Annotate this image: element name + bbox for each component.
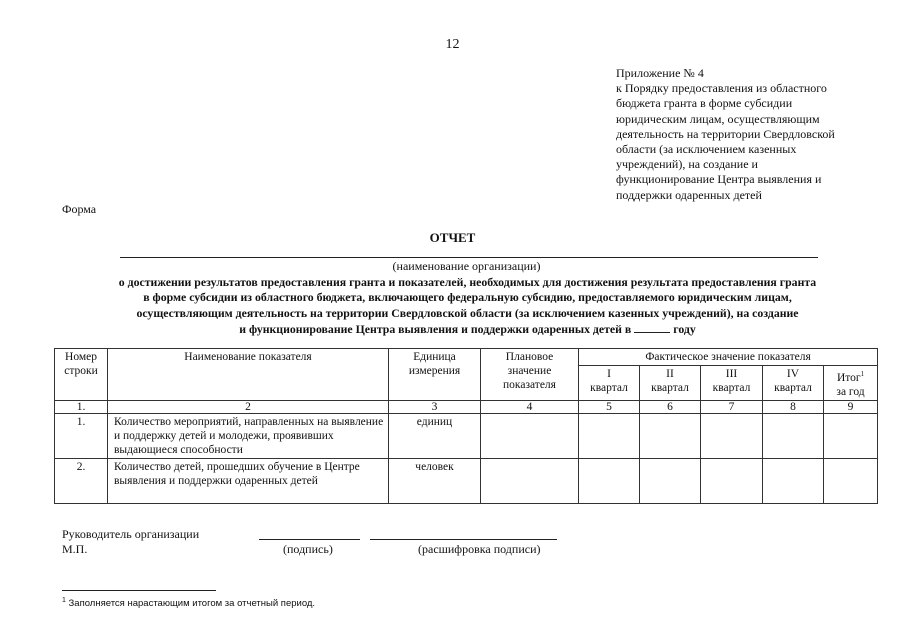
annex-line: области (за исключением казенных — [616, 142, 797, 157]
subtitle-line — [40, 321, 895, 337]
q4-value-cell[interactable] — [763, 413, 824, 458]
annex-line: юридическим лицам, осуществляющим — [616, 111, 820, 126]
footnote-separator — [62, 590, 216, 591]
column-number: 4 — [481, 400, 579, 413]
page-number: 12 — [445, 37, 460, 52]
table-header-row — [55, 349, 878, 366]
q4-value-cell[interactable] — [763, 458, 824, 503]
column-number: 8 — [763, 400, 824, 413]
footnote — [62, 597, 315, 609]
plan-value-cell[interactable] — [481, 413, 579, 458]
header-indicator-name: Наименование показателя — [108, 349, 389, 401]
subtitle-line: осуществляющим деятельность на территории Свердловской области (за исключением казенных учреждений), на создание — [136, 305, 799, 320]
quarter-word: квартал — [774, 382, 812, 394]
report-subtitle — [40, 275, 895, 337]
signature-line — [259, 539, 360, 540]
column-number: 5 — [579, 400, 640, 413]
signature-decoding-caption: (расшифровка подписи) — [418, 542, 541, 556]
quarter-word: квартал — [712, 382, 751, 394]
column-number: 2 — [108, 400, 389, 413]
header-actual-value: Фактическое значение показателя — [579, 349, 878, 366]
unit: единиц — [389, 413, 481, 458]
stamp-label: М.П. — [62, 542, 88, 556]
signature-caption: (подпись) — [283, 542, 333, 556]
column-number-row — [55, 400, 878, 413]
organization-caption: (наименование организации) — [392, 259, 541, 273]
total-label: Итог — [836, 371, 861, 384]
annex-line: функционирование Центра выявления и — [616, 172, 822, 187]
annex-line: к Порядку предоставления из областного — [616, 81, 827, 96]
q3-value-cell[interactable] — [701, 458, 763, 503]
annex-line: учреждений), на создание и — [616, 157, 758, 172]
year-blank — [634, 321, 670, 333]
annex-line: поддержки одаренных детей — [616, 187, 762, 202]
q2-value-cell[interactable] — [640, 413, 701, 458]
header-row-number: Номер строки — [55, 349, 108, 401]
subtitle-year-word: году — [673, 321, 696, 336]
subtitle-line: в форме субсидии из областного бюджета, включающего федеральную субсидию, предоставляемого юридическим лицам, — [143, 290, 792, 305]
signature-decoding-line — [370, 539, 557, 540]
quarter-numeral: II — [666, 368, 674, 380]
column-number: 9 — [824, 400, 878, 413]
report-table — [54, 348, 878, 504]
header-year-total — [824, 366, 878, 401]
subtitle-line: о достижении результатов предоставления гранта и показателей, необходимых для достижения результата предоставления гранта — [118, 275, 817, 289]
header-quarter-3 — [701, 366, 763, 401]
footnote-ref: 1 — [860, 370, 865, 378]
q3-value-cell[interactable] — [701, 413, 763, 458]
organization-name-line — [120, 257, 818, 258]
report-title: ОТЧЕТ — [429, 230, 476, 245]
annex-line: деятельность на территории Свердловской — [616, 126, 835, 141]
table-row — [55, 458, 878, 503]
unit: человек — [389, 458, 481, 503]
footnote-mark: 1 — [62, 597, 66, 604]
quarter-numeral: III — [725, 368, 738, 380]
indicator-name: Количество детей, прошедших обучение в Центре выявления и поддержки одаренных детей — [108, 458, 389, 503]
column-number: 3 — [389, 400, 481, 413]
header-unit: Единица измерения — [389, 349, 481, 401]
year-total-cell[interactable] — [824, 413, 878, 458]
year-total-cell[interactable] — [824, 458, 878, 503]
row-number: 1. — [55, 413, 108, 458]
table-row — [55, 413, 878, 458]
header-plan-value: Плановое значение показателя — [481, 349, 579, 401]
quarter-numeral: I — [607, 368, 611, 380]
column-number: 1. — [55, 400, 108, 413]
signature-labels — [62, 527, 199, 557]
header-quarter-2 — [640, 366, 701, 401]
header-quarter-4 — [763, 366, 824, 401]
annex-line: бюджета гранта в форме субсидии — [616, 96, 793, 111]
q1-value-cell[interactable] — [579, 458, 640, 503]
total-period: за год — [836, 385, 865, 398]
quarter-word: квартал — [590, 382, 628, 394]
plan-value-cell[interactable] — [481, 458, 579, 503]
column-number: 6 — [640, 400, 701, 413]
footnote-text: Заполняется нарастающим итогом за отчетный период. — [65, 598, 316, 610]
annex-block — [616, 66, 861, 203]
q1-value-cell[interactable] — [579, 413, 640, 458]
header-quarter-1 — [579, 366, 640, 401]
column-number: 7 — [701, 400, 763, 413]
q2-value-cell[interactable] — [640, 458, 701, 503]
indicator-name: Количество мероприятий, направленных на выявление и поддержку детей и молодежи, проявивших выдающиеся способности — [108, 413, 389, 458]
head-of-organization-label: Руководитель организации — [62, 527, 200, 541]
annex-title: Приложение № 4 — [616, 66, 704, 80]
quarter-numeral: IV — [786, 368, 800, 380]
row-number: 2. — [55, 458, 108, 503]
form-label: Форма — [62, 202, 97, 216]
quarter-word: квартал — [651, 382, 689, 394]
subtitle-last-text: и функционирование Центра выявления и поддержки одаренных детей в — [239, 321, 632, 336]
